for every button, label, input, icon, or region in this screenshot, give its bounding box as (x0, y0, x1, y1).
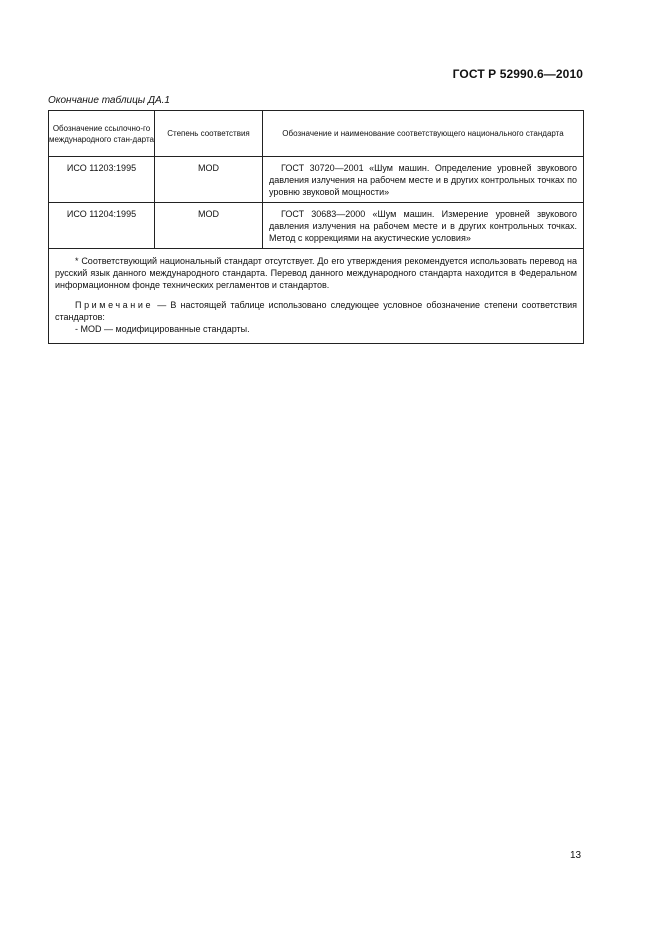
footnote: * Соответствующий национальный стандарт отсутствует. До его утверждения рекомендуется использовать перевод на русский язык данного международного стандарта. Перевод данного международного стандарта находится в Федеральном информационном фонде технических регламентов и стандартов. (55, 256, 577, 290)
table-row (49, 203, 584, 249)
table-header-row (49, 111, 584, 157)
notes-cell (49, 249, 584, 344)
notes-row (49, 249, 584, 344)
note-label: Примечание (75, 300, 154, 310)
header-degree: Степень соответствия (155, 111, 263, 157)
national-standard-cell: ГОСТ 30683—2000 «Шум машин. Измерение уровней звукового давления излучения на рабочем месте и в других контрольных точках. Метод с коррекциями на акустические условия» (263, 203, 584, 249)
note-paragraph (55, 299, 577, 323)
note-text: — В настоящей таблице использовано следующее условное обозначение степени соответствия стандартов: (55, 300, 577, 322)
document-code: ГОСТ Р 52990.6—2010 (452, 67, 583, 81)
note-item: - MOD — модифицированные стандарты. (75, 324, 250, 334)
national-standard-cell: ГОСТ 30720—2001 «Шум машин. Определение уровней звукового давления излучения на рабочем месте и в других контрольных точках по уровню звуковой мощности» (263, 157, 584, 203)
table-caption: Окончание таблицы ДА.1 (48, 95, 170, 106)
international-standard-cell: ИСО 11204:1995 (49, 203, 155, 249)
page-number: 13 (570, 850, 582, 861)
degree-cell: MOD (155, 203, 263, 249)
header-national-standard: Обозначение и наименование соответствующего национального стандарта (263, 111, 584, 157)
degree-cell: MOD (155, 157, 263, 203)
correspondence-table (48, 110, 584, 344)
table-row (49, 157, 584, 203)
header-international-standard: Обозначение ссылочно-го международного стан-дарта (49, 111, 155, 157)
international-standard-cell: ИСО 11203:1995 (49, 157, 155, 203)
